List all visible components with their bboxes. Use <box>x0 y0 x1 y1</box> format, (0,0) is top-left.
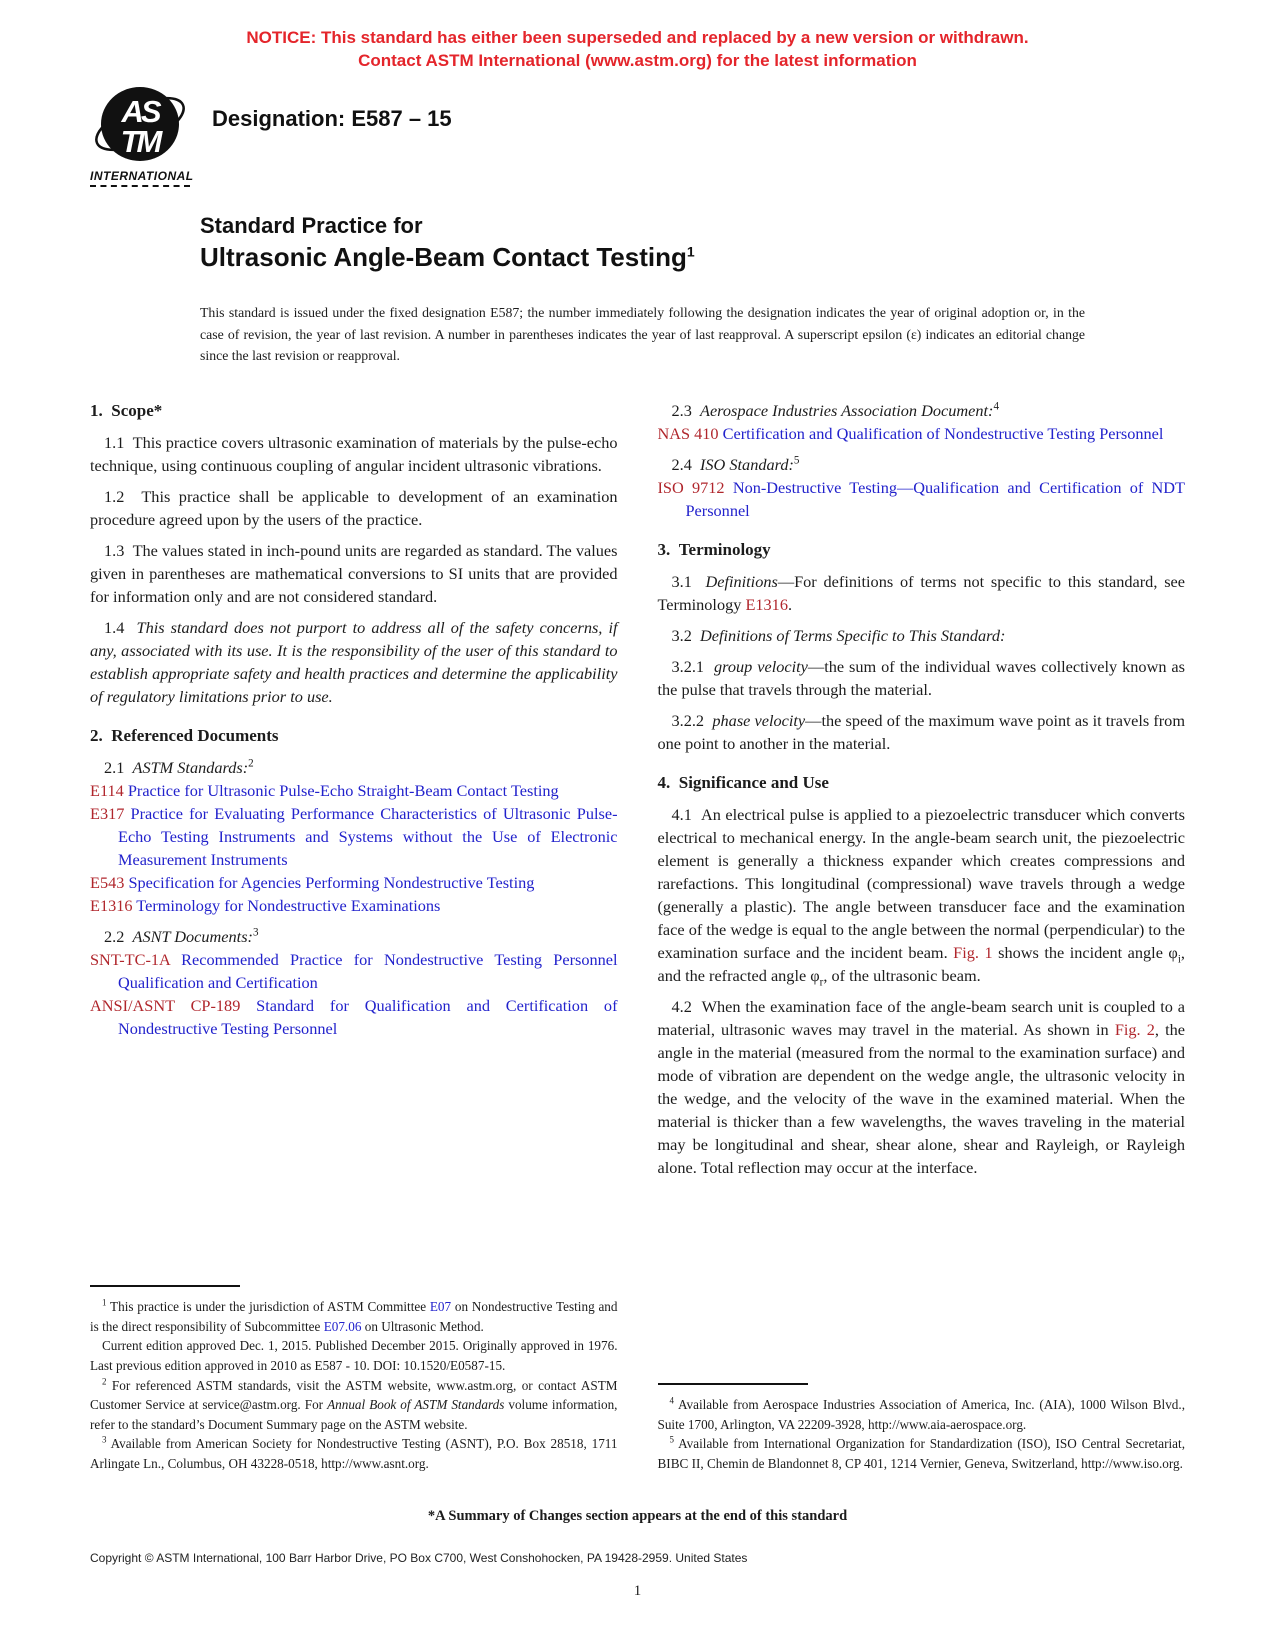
paragraph <box>90 539 618 608</box>
text-run: —the speed of the maximum wave point as it travels from one point to another in the material. <box>657 710 1185 753</box>
left-column-body <box>90 399 618 1040</box>
text-run: 2. Referenced Documents <box>90 725 279 745</box>
text-run: 1.4 <box>104 617 137 637</box>
footnote-separator <box>90 1285 240 1287</box>
document-header <box>90 84 1185 188</box>
section-heading <box>90 724 618 747</box>
superscript: 4 <box>669 1395 674 1406</box>
text-run: 4.1 An electrical pulse is applied to a piezoelectric transducer which converts electrical to mechanical energy. In the angle-beam search unit, the piezoelectric element is generally a thickness expander which creates compressions and rarefactions. This longitudinal (compressional) wave travels through a wedge (generally a plastic). The angle between transducer face and the examination face of the wedge is equal to the angle between the normal (perpendicular) to the examination surface and the incident beam. <box>657 804 1185 962</box>
paragraph <box>90 431 618 477</box>
committee-link-e07[interactable]: E07 <box>429 1299 452 1315</box>
text-run: 3. Terminology <box>657 539 771 559</box>
doc-link-snt-tc-1a[interactable]: SNT-TC-1A <box>90 949 170 969</box>
superscript: 1 <box>102 1297 107 1308</box>
paragraph <box>658 624 1186 647</box>
doc-link-e1316[interactable]: E1316 <box>90 895 133 915</box>
logo-international-label: INTERNATIONAL <box>90 169 190 187</box>
paragraph <box>90 756 618 779</box>
text-run: This standard does not purport to address all of the safety concerns, if any, associated with its use. It is the responsibility of the user of this standard to establish appropriate safety and health practices and determine the applicability of regulatory limitations prior to use. <box>90 617 618 706</box>
footnote <box>90 1434 618 1473</box>
text-run: volume information, refer to the standard’s Document Summary page on the ASTM website. <box>90 1397 618 1432</box>
text-run: 2.1 <box>104 757 133 777</box>
astm-logo <box>90 84 206 187</box>
doc-link-iso-9712[interactable]: ISO 9712 <box>657 477 725 497</box>
text-run: ASTM Standards: <box>132 757 249 777</box>
logo-monogram-top: AS <box>121 94 159 129</box>
reference-entry <box>90 994 618 1040</box>
logo-monogram-bottom: TM <box>120 124 160 159</box>
paragraph <box>658 655 1186 701</box>
text-run: , the angle in the material (measured from the normal to the examination surface) and mode of vibration are dependent on the wedge angle, the ultrasonic velocity in the wedge, and the velocity of the wave in the examined material. When the material is thicker than a few wavelengths, the waves traveling in the material may be longitudinal and shear, shear alone, shear and Rayleigh, or Rayleigh alone. Total reflection may occur at the interface. <box>657 1019 1185 1177</box>
superscript: 4 <box>993 400 1000 413</box>
text-run: Aerospace Industries Association Document: <box>700 400 994 420</box>
doc-link-cp-189[interactable]: ANSI/ASNT CP-189 <box>90 995 241 1015</box>
superscript: 3 <box>252 926 259 939</box>
text-run: on Nondestructive Testing and is the direct responsibility of Subcommittee <box>90 1299 618 1334</box>
two-column-body <box>90 399 1185 1474</box>
subcommittee-link-e07-06[interactable]: E07.06 <box>323 1318 362 1334</box>
right-column <box>658 399 1186 1474</box>
reference-entry <box>658 476 1186 522</box>
text-run: For referenced ASTM standards, visit the ASTM website, www.astm.org, or contact ASTM Customer Service at service@astm.org. For <box>90 1377 618 1413</box>
section-heading <box>90 399 618 422</box>
doc-link-e1316[interactable]: E1316 <box>745 594 788 614</box>
text-run: 3.1 <box>671 571 706 591</box>
doc-title-link[interactable]: Practice for Evaluating Performance Characteristics of Ultrasonic Pulse-Echo Testing Instruments and Systems without the Use of Electronic Measurement Instruments <box>118 803 618 869</box>
text-run: 4.2 When the examination face of the angle-beam search unit is coupled to a material, ultrasonic waves may travel in the material. As shown in <box>657 996 1185 1039</box>
issued-under-note: This standard is issued under the fixed designation E587; the number immediately following the designation indicates the year of original adoption or, in the case of revision, the year of last revision. A number in parentheses indicates the year of last reapproval. A superscript epsilon (ε) indicates an editorial change since the last revision or reapproval. <box>200 305 1085 363</box>
subscript: r <box>819 975 824 988</box>
superscript: 5 <box>669 1434 674 1445</box>
page-title-line2 <box>200 240 1185 274</box>
superscript: 3 <box>102 1434 107 1445</box>
left-column <box>90 399 618 1474</box>
right-column-body <box>658 399 1186 1179</box>
text-run: —For definitions of terms not specific to this standard, see Terminology <box>657 571 1185 614</box>
text-run: Available from American Society for Nondestructive Testing (ASNT), P.O. Box 28518, 1711 Arlingate Ln., Columbus, OH 43228-0518, http://www.asnt.org. <box>90 1436 618 1471</box>
footnote <box>658 1434 1186 1473</box>
paragraph <box>658 803 1186 987</box>
reference-entry <box>90 948 618 994</box>
reference-entry <box>90 779 618 802</box>
text-run: . <box>787 594 793 614</box>
text-run: This practice is under the jurisdiction of ASTM Committee <box>106 1299 430 1315</box>
footnote <box>90 1297 618 1336</box>
text-run: Available from Aerospace Industries Association of America, Inc. (AIA), 1000 Wilson Blvd., Suite 1700, Arlington, VA 22209-3928, http://www.aia-aerospace.org. <box>657 1397 1185 1432</box>
text-run: 2.4 <box>671 454 700 474</box>
doc-title-link[interactable]: Certification and Qualification of Nondestructive Testing Personnel <box>718 423 1164 443</box>
text-run: Definitions of Terms Specific to This Standard: <box>700 625 1006 645</box>
page-number: 1 <box>633 1582 642 1599</box>
text-run: ASNT Documents: <box>132 926 253 946</box>
text-run: 4. Significance and Use <box>657 772 829 792</box>
paragraph <box>658 995 1186 1179</box>
text-run: phase velocity <box>712 710 806 730</box>
paragraph <box>90 925 618 948</box>
text-run: Annual Book of ASTM Standards <box>327 1397 505 1413</box>
figure-link-fig2[interactable]: Fig. 2 <box>1114 1019 1155 1039</box>
superseded-notice-line1: NOTICE: This standard has either been superseded and replaced by a new version or withdrawn. <box>246 28 1029 47</box>
page-title-text: Ultrasonic Angle-Beam Contact Testing <box>200 242 687 272</box>
text-run: 1.3 The values stated in inch-pound units are regarded as standard. The values given in parentheses are mathematical conversions to SI units that are provided for information only and are not considered standard. <box>90 540 618 606</box>
doc-link-e543[interactable]: E543 <box>90 872 125 892</box>
text-run: 1. Scope* <box>90 400 163 420</box>
text-run: 3.2 <box>671 625 700 645</box>
footnote <box>658 1395 1186 1434</box>
section-heading <box>658 538 1186 561</box>
title-footnote-ref: 1 <box>686 243 695 260</box>
text-run: Available from International Organization for Standardization (ISO), ISO Central Secretariat, BIBC II, Chemin de Blandonnet 8, CP 401, 1214 Vernier, Geneva, Switzerland, http://www.iso.org. <box>657 1436 1185 1471</box>
footnote <box>90 1376 618 1435</box>
copyright-line: Copyright © ASTM International, 100 Barr Harbor Drive, PO Box C700, West Conshohocken, PA 19428-2959. United States <box>90 1550 748 1565</box>
left-footnotes-list <box>90 1297 618 1473</box>
doc-title-link[interactable]: Terminology for Nondestructive Examinations <box>132 895 441 915</box>
doc-link-nas-410[interactable]: NAS 410 <box>657 423 719 443</box>
text-run: 1.1 This practice covers ultrasonic examination of materials by the pulse-echo technique, using continuous coupling of angular incident ultrasonic vibrations. <box>90 432 618 475</box>
reference-entry <box>658 422 1186 445</box>
text-run: 1.2 This practice shall be applicable to development of an examination procedure agreed upon by the users of the practice. <box>90 486 618 529</box>
superseded-notice <box>90 0 1185 72</box>
summary-of-changes-note: *A Summary of Changes section appears at the end of this standard <box>427 1507 848 1524</box>
doc-title-link[interactable]: Non-Destructive Testing—Qualification and Certification of NDT Personnel <box>685 477 1185 520</box>
paragraph <box>658 570 1186 616</box>
right-footnotes <box>658 1383 1186 1473</box>
text-run: shows the incident angle φ <box>992 942 1178 962</box>
superseded-notice-line2: Contact ASTM International (www.astm.org) for the latest information <box>358 51 917 70</box>
doc-title-link[interactable]: Specification for Agencies Performing Nondestructive Testing <box>124 872 535 892</box>
doc-link-e114[interactable]: E114 <box>90 780 124 800</box>
text-run: Definitions <box>705 571 778 591</box>
doc-title-link[interactable]: Recommended Practice for Nondestructive Testing Personnel Qualification and Certification <box>118 949 618 992</box>
page-title-line1: Standard Practice for <box>200 213 423 238</box>
reference-entry <box>90 894 618 917</box>
designation: Designation: E587 – 15 <box>212 106 452 131</box>
doc-title-link[interactable]: Standard for Qualification and Certification of Nondestructive Testing Personnel <box>118 995 618 1038</box>
astm-logo-icon <box>90 84 190 164</box>
superscript: 5 <box>793 454 800 467</box>
text-run: , and the refracted angle φ <box>657 942 1185 985</box>
doc-title-link[interactable]: Practice for Ultrasonic Pulse-Echo Straight-Beam Contact Testing <box>123 780 559 800</box>
text-run: ISO Standard: <box>700 454 794 474</box>
text-run: , of the ultrasonic beam. <box>823 965 981 985</box>
right-footnotes-list <box>658 1395 1186 1473</box>
text-run: group velocity <box>714 656 808 676</box>
text-run: Current edition approved Dec. 1, 2015. Published December 2015. Originally approved in 1976. Last previous edition approved in 2010 as E587 - 10. DOI: 10.1520/E0587-15. <box>90 1338 618 1373</box>
doc-link-e317[interactable]: E317 <box>90 803 125 823</box>
superscript: 2 <box>248 757 254 770</box>
subscript: i <box>1177 952 1181 965</box>
text-run: 3.2.1 <box>671 656 715 676</box>
paragraph <box>658 453 1186 476</box>
paragraph <box>658 709 1186 755</box>
title-block <box>200 212 1185 274</box>
paragraph <box>658 399 1186 422</box>
paragraph <box>90 616 618 708</box>
text-run: —the sum of the individual waves collectively known as the pulse that travels through the material. <box>657 656 1185 699</box>
left-footnotes <box>90 1285 618 1473</box>
text-run: 2.3 <box>671 400 700 420</box>
reference-entry <box>90 802 618 871</box>
superscript: 2 <box>102 1376 107 1387</box>
paragraph <box>90 485 618 531</box>
footnote-separator <box>658 1383 808 1385</box>
figure-link-fig1[interactable]: Fig. 1 <box>953 942 993 962</box>
footnote <box>90 1336 618 1375</box>
text-run: 3.2.2 <box>671 710 713 730</box>
section-heading <box>658 771 1186 794</box>
reference-entry <box>90 871 618 894</box>
text-run: 2.2 <box>104 926 133 946</box>
text-run: on Ultrasonic Method. <box>361 1318 484 1334</box>
